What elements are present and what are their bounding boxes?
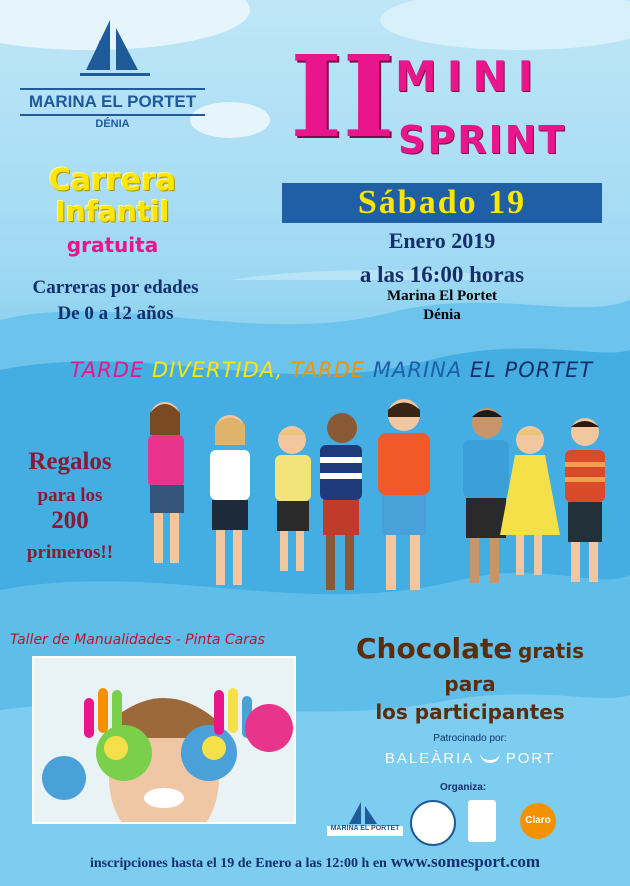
title-roman: II (290, 32, 395, 163)
sponsor-name-left: BALEÀRIA (384, 750, 474, 767)
regalos-line1: Regalos (28, 448, 112, 475)
tagline-word: DIVERTIDA, (151, 358, 284, 382)
chocolate-word: Chocolate (356, 632, 513, 665)
footer (0, 852, 630, 872)
date-town: Dénia (423, 307, 461, 323)
gratis-word: gratis (518, 639, 584, 663)
sponsor-name-right: PORT (505, 750, 556, 767)
chocolate-line2: para (444, 672, 496, 696)
infantil-text: Infantil (55, 195, 170, 228)
claro-logo: Claro (520, 803, 556, 839)
face-paint-photo (32, 656, 296, 824)
title-line2: SPRINT (398, 118, 567, 162)
organiza-label: Organiza: (440, 782, 487, 793)
regalos-line2: para los (37, 485, 103, 506)
running-children-illustration (120, 395, 620, 620)
date-month: Enero 2019 (388, 228, 496, 253)
edades-line1: Carreras por edades (32, 277, 199, 298)
wave-smile-icon (480, 750, 500, 763)
organizer-logo-marina (325, 800, 405, 842)
organizer-logo-marina-text: MARINA EL PORTET (330, 825, 400, 832)
tagline-word: TARDE (290, 358, 366, 382)
sailboat-logo-icon (80, 18, 150, 80)
taller-title: Taller de Manualidades - Pinta Caras (10, 632, 265, 648)
regalos-line4: primeros!! (26, 542, 114, 563)
club-deportivo-logo-icon (410, 800, 456, 846)
date-time: a las 16:00 horas (359, 262, 525, 287)
chocolate-line3: los participantes (375, 700, 565, 724)
logo-place: DÉNIA (95, 118, 130, 130)
tagline-word: MARINA (372, 358, 463, 382)
tagline (70, 358, 594, 382)
sponsor-label: Patrocinado por: (433, 733, 507, 744)
logo-name: MARINA EL PORTET (20, 88, 205, 116)
title-line1: MINI (395, 52, 544, 101)
date-banner-text: Sábado 19 (357, 184, 527, 221)
date-place: Marina El Portet (387, 288, 497, 304)
edades-line2: De 0 a 12 años (57, 303, 174, 324)
date-banner (282, 183, 602, 223)
chocolate-line1 (320, 632, 620, 665)
sailboat-small-icon (325, 800, 405, 842)
ajuntament-shield-icon (468, 800, 496, 842)
tagline-word: EL PORTET (469, 358, 594, 382)
carrera-text: Carrera (48, 163, 177, 198)
face-paint-illustration (34, 658, 294, 822)
regalos-line3: 200 (51, 507, 89, 534)
footer-link[interactable]: www.somesport.com (390, 852, 541, 871)
gratuita-text: gratuita (66, 233, 159, 257)
tagline-word: TARDE (70, 358, 145, 382)
footer-text: inscripciones hasta el 19 de Enero a las 12:00 h en (89, 856, 387, 871)
sponsor-logo (320, 750, 620, 767)
